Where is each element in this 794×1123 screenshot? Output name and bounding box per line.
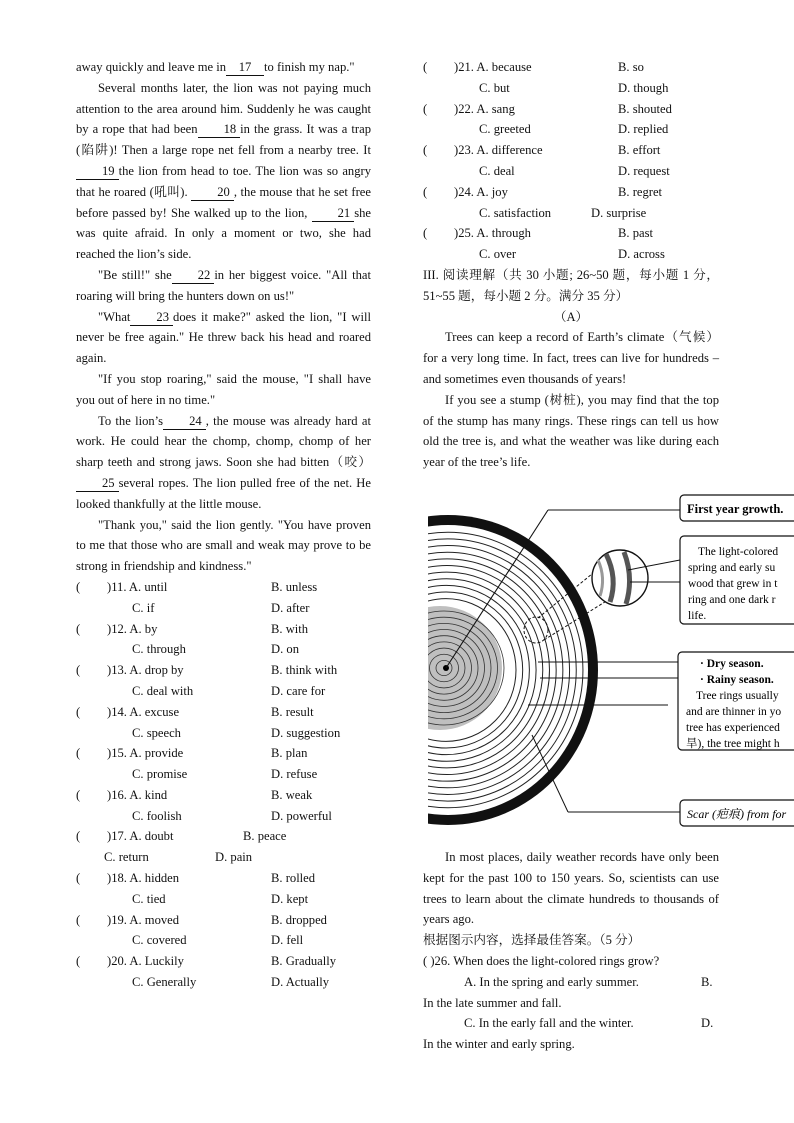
answer-paren[interactable]: ( — [76, 579, 81, 594]
option-a[interactable]: )12. A. by — [107, 621, 158, 636]
blank-18: 18 — [198, 122, 241, 138]
option-d[interactable]: D. request — [618, 163, 670, 178]
question-row[interactable] — [76, 619, 371, 640]
tree-rings-figure — [428, 490, 794, 830]
question-row[interactable] — [423, 99, 719, 120]
choices-list — [76, 577, 371, 993]
option-b[interactable]: B. past — [618, 226, 653, 241]
story-paragraph-3: "What 23 does it make?" asked the lion, "I will never be free again." He threw back his head and roared again. — [76, 309, 371, 366]
story-paragraph-0: away quickly and leave me in 17 to finish my nap." — [76, 60, 355, 74]
option-c[interactable]: C. foolish — [132, 808, 182, 823]
box3-line-1: · Rainy season. — [700, 674, 774, 686]
question-row-options[interactable] — [76, 598, 371, 619]
story-paragraph-5: To the lion’s 24 , the mouse was already hard at work. He could hear the chomp, chomp, chomp of her sharp teeth and strong jaws. Soon she had bitten（咬）25 several ropes. The lion pulled free of the net. He looked thankfully at the little mouse. — [76, 413, 371, 511]
question-row-options[interactable] — [423, 244, 719, 265]
option-d[interactable]: D. care for — [271, 683, 326, 698]
story-paragraph-1: Several months later, the lion was not paying much attention to the area around him. Suddenly he was caught by a rope that had been 18 in the grass. It was a trap (陷阱)! Then a large rope net fell from a nearby tree. It19 the lion from head to toe. The lion was so angry that he roared (吼叫). 20 , the mouse that he set free before passed by! She walked up to the lion, 21 she was quite afraid. In only a moment or two, she had reached the lion’s side. — [76, 80, 372, 262]
option-d[interactable]: D. on — [271, 642, 299, 657]
question-26-options-2[interactable] — [423, 993, 719, 1014]
option-b[interactable]: B. shouted — [618, 101, 672, 116]
answer-paren[interactable]: ( — [423, 101, 428, 116]
passage-paragraph-2: If you see a stump (树桩), you may find that the top of the stump has many rings. These rings can tell us how old the tree is, and what the weather was like during each year of the tree’s life. — [423, 392, 719, 470]
option-a[interactable]: )24. A. joy — [454, 184, 508, 199]
question-row-options[interactable] — [423, 203, 719, 224]
option-a[interactable]: )15. A. provide — [107, 746, 184, 761]
box2-line-4: life. — [688, 610, 707, 622]
option-c[interactable]: C. return — [104, 850, 149, 865]
question-26-options-3[interactable] — [423, 1013, 719, 1034]
blank-24: 24 — [163, 414, 206, 430]
option-b[interactable]: B. Gradually — [271, 954, 337, 969]
box3-line-5: 旱), the tree might h — [686, 738, 780, 750]
answer-paren[interactable]: ( — [423, 143, 428, 158]
question-row[interactable] — [76, 868, 371, 889]
question-row-options[interactable] — [423, 161, 719, 182]
question-row[interactable] — [76, 785, 371, 806]
question-row-options[interactable] — [76, 847, 371, 868]
box3-line-0: · Dry season. — [700, 658, 764, 670]
option-a[interactable]: )14. A. excuse — [107, 704, 180, 719]
stump-illustration — [428, 515, 598, 825]
option-d[interactable]: D. across — [618, 247, 665, 262]
right-column-lower — [423, 847, 719, 1055]
option-d[interactable]: D. powerful — [271, 808, 332, 823]
option-a[interactable]: A. In the spring and early summer. — [464, 974, 639, 989]
question-row[interactable] — [423, 223, 719, 244]
blank-19: 19 — [76, 164, 119, 180]
blank-21: 21 — [312, 206, 355, 222]
option-d[interactable]: D. refuse — [271, 767, 318, 782]
option-c[interactable]: C. deal with — [132, 683, 194, 698]
label-first-year: First year growth. — [687, 502, 784, 516]
blank-25: 25 — [76, 476, 119, 492]
option-d[interactable]: D. after — [271, 600, 310, 615]
option-a[interactable]: )21. A. because — [454, 60, 532, 74]
question-row-options[interactable] — [76, 930, 371, 951]
option-b[interactable]: B. rolled — [271, 871, 316, 886]
option-c[interactable]: C. but — [479, 80, 510, 95]
question-row[interactable] — [76, 951, 371, 972]
question-row-options[interactable] — [76, 889, 371, 910]
option-a[interactable]: )17. A. doubt — [107, 829, 174, 844]
option-b[interactable]: B. plan — [271, 746, 308, 761]
option-c[interactable]: C. speech — [132, 725, 181, 740]
right-column — [423, 57, 719, 473]
option-b[interactable]: B. effort — [618, 143, 661, 158]
option-b[interactable]: B. result — [271, 704, 314, 719]
passage-label: （A） — [553, 309, 589, 324]
box2-line-0: The light-colored — [698, 546, 779, 558]
option-b-text[interactable]: In the late summer and fall. — [423, 995, 562, 1010]
option-d-text[interactable]: In the winter and early spring. — [423, 1037, 575, 1052]
option-b[interactable]: B. dropped — [271, 912, 327, 927]
option-d[interactable]: D. replied — [618, 122, 669, 137]
story-paragraph-2: "Be still!" she 22 in her biggest voice. "All that roaring will bring the hunters down on us!" — [76, 267, 371, 303]
instruction: 根据图示内容，选择最佳答案。（5 分） — [423, 933, 641, 948]
option-c[interactable]: C. tied — [132, 891, 166, 906]
question-row-options[interactable] — [76, 764, 371, 785]
answer-paren[interactable]: ( — [423, 226, 428, 241]
question-row-options[interactable] — [76, 723, 371, 744]
option-b[interactable]: B. unless — [271, 579, 318, 594]
option-c[interactable]: C. over — [479, 247, 517, 262]
answer-paren[interactable]: ( — [423, 60, 428, 74]
option-d[interactable]: D. surprise — [591, 205, 647, 220]
option-b[interactable]: B. with — [271, 621, 309, 636]
option-c[interactable]: C. through — [132, 642, 186, 657]
answer-paren[interactable]: ( — [76, 871, 81, 886]
blank-20: 20 — [191, 185, 234, 201]
option-c[interactable]: C. In the early fall and the winter. — [464, 1016, 634, 1031]
box2-line-2: wood that grew in t — [688, 578, 778, 590]
blank-22: 22 — [172, 268, 215, 284]
option-a[interactable]: )19. A. moved — [107, 912, 180, 927]
option-a[interactable]: )22. A. sang — [454, 101, 515, 116]
question-row-options[interactable] — [423, 119, 719, 140]
box3-line-4: tree has experienced — [686, 722, 780, 734]
question-26-options-4[interactable] — [423, 1034, 719, 1055]
story-paragraph-6: "Thank you," said the lion gently. "You have proven to me that those who are small and weak may prove to be strong in friendship and kindness." — [76, 517, 371, 574]
answer-paren[interactable]: ( — [76, 787, 81, 802]
label-scar: Scar (疤痕) from for — [687, 807, 787, 821]
option-d[interactable]: D. though — [618, 80, 669, 95]
option-c[interactable]: C. if — [132, 600, 155, 615]
option-b[interactable]: B. peace — [243, 829, 287, 844]
answer-paren[interactable]: ( — [76, 746, 81, 761]
section-heading: III. 阅读理解（共 30 小题; 26~50 题，每小题 1 分，51~55 题，每小题 2 分。满分 35 分） — [423, 267, 719, 303]
option-b[interactable]: B. think with — [271, 663, 338, 678]
passage-paragraph-1: Trees can keep a record of Earth’s climate（气候）for a very long time. In fact, trees can live for hundreds – and sometimes even thousands of years! — [423, 330, 719, 386]
left-column — [76, 57, 371, 993]
option-a[interactable]: )11. A. until — [107, 579, 168, 594]
question-row-options[interactable] — [76, 972, 371, 993]
question-row[interactable] — [423, 182, 719, 203]
answer-paren[interactable]: ( — [76, 704, 81, 719]
question-row-options[interactable] — [76, 806, 371, 827]
answer-paren[interactable]: ( — [76, 829, 81, 844]
question-26-options-1[interactable] — [423, 972, 719, 993]
option-c[interactable]: C. satisfaction — [479, 205, 552, 220]
magnifier — [592, 550, 648, 606]
option-a[interactable]: )18. A. hidden — [107, 871, 180, 886]
box3-line-3: and are thinner in yo — [686, 706, 782, 718]
option-b[interactable]: B. weak — [271, 787, 313, 802]
option-d-marker[interactable]: D. — [701, 1016, 714, 1031]
question-row-options[interactable] — [76, 681, 371, 702]
option-c[interactable]: C. deal — [479, 163, 515, 178]
option-d[interactable]: D. fell — [271, 933, 304, 948]
option-a[interactable]: )13. A. drop by — [107, 663, 184, 678]
box3-line-2: Tree rings usually — [696, 690, 779, 702]
answer-paren[interactable]: ( — [76, 912, 81, 927]
option-c[interactable]: C. greeted — [479, 122, 531, 137]
option-c[interactable]: C. promise — [132, 767, 188, 782]
option-d[interactable]: D. Actually — [271, 975, 330, 990]
question-row[interactable] — [76, 660, 371, 681]
option-a[interactable]: )25. A. through — [454, 226, 531, 241]
option-c[interactable]: C. covered — [132, 933, 187, 948]
choices-list-2 — [423, 57, 719, 265]
option-a[interactable]: )23. A. difference — [454, 143, 543, 158]
question-row[interactable] — [76, 702, 371, 723]
option-d[interactable]: D. suggestion — [271, 725, 341, 740]
blank-23: 23 — [130, 310, 173, 326]
answer-paren[interactable]: ( — [76, 621, 81, 636]
question-row[interactable] — [76, 910, 371, 931]
option-c[interactable]: C. Generally — [132, 975, 197, 990]
option-a[interactable]: )16. A. kind — [107, 787, 168, 802]
box2-line-1: spring and early su — [688, 562, 776, 574]
question-row-options[interactable] — [76, 639, 371, 660]
question-26-stem: ( )26. When does the light-colored rings grow? — [423, 953, 660, 968]
question-row[interactable] — [76, 577, 371, 598]
option-a[interactable]: )20. A. Luckily — [107, 954, 184, 969]
question-row[interactable] — [423, 57, 719, 78]
option-d[interactable]: D. pain — [215, 850, 253, 865]
question-row[interactable] — [76, 743, 371, 764]
answer-paren[interactable]: ( — [423, 184, 428, 199]
option-d[interactable]: D. kept — [271, 891, 309, 906]
answer-paren[interactable]: ( — [76, 663, 81, 678]
option-b[interactable]: B. so — [618, 60, 644, 74]
option-b[interactable]: B. regret — [618, 184, 663, 199]
box2-line-3: ring and one dark r — [688, 594, 776, 606]
option-b-marker[interactable]: B. — [701, 974, 713, 989]
passage-paragraph-3: In most places, daily weather records have only been kept for the past 100 to 150 years. So, scientists can use trees to learn about the climate hundreds to thousands of years ago. — [423, 850, 719, 927]
question-row[interactable] — [76, 826, 371, 847]
blank-17: 17 — [226, 60, 264, 76]
question-row-options[interactable] — [423, 78, 719, 99]
answer-paren[interactable]: ( — [76, 954, 81, 969]
question-row[interactable] — [423, 140, 719, 161]
story-paragraph-4: "If you stop roaring," said the mouse, "I shall have you out of here in no time." — [76, 371, 371, 407]
